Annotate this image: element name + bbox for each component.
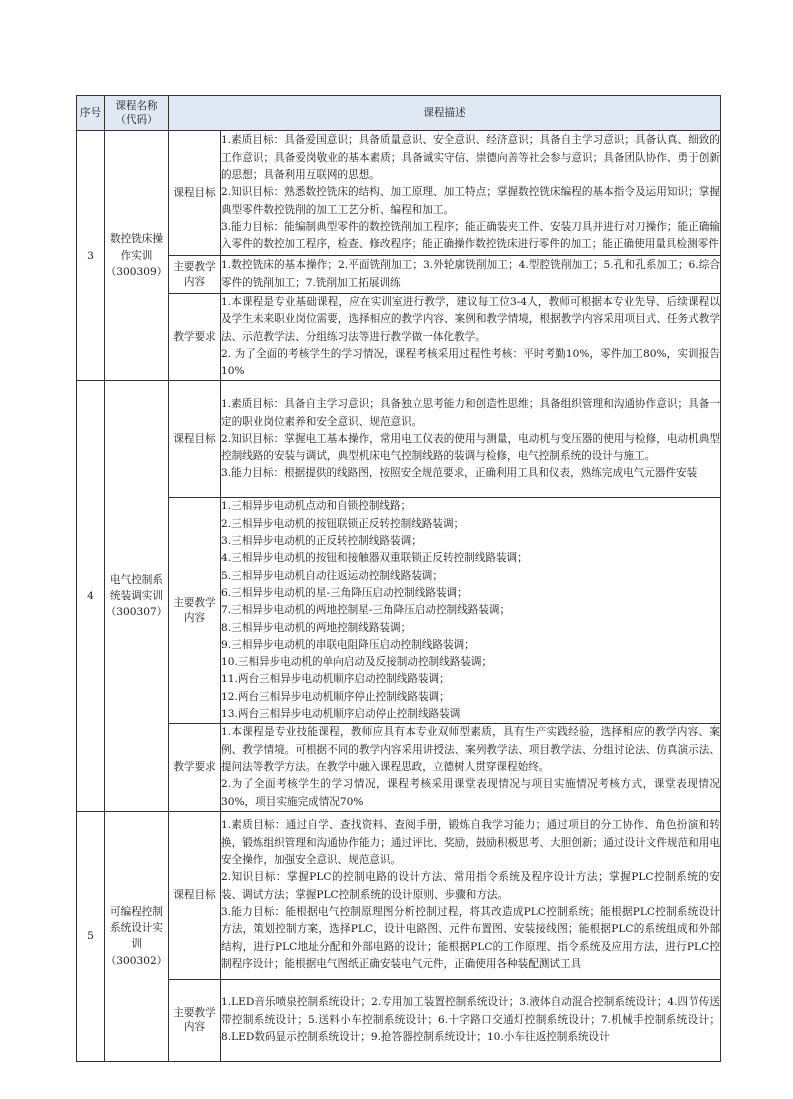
section-text [221,131,721,256]
description-paragraph: 3.三相异步电动机的正反转控制线路装调； [221,535,422,548]
course-index: 3 [77,131,105,381]
section-label: 课程目标 [169,381,221,498]
course-index: 4 [77,381,105,811]
header-course-name: 课程名称（代码） [105,96,169,131]
description-paragraph: 1.素质目标：具备自主学习意识；具备独立思考能力和创造性思维；具备组织管理和沟通协作意识；具备一定的职业岗位素养和安全意识、规范意识。 [221,398,720,428]
section-label: 主要教学内容 [169,256,221,294]
description-paragraph: 2.知识目标：掌握电工基本操作，常用电工仪表的使用与测量，电动机与变压器的使用与检修，电动机典型控制线路的安装与调试，典型机床电气控制线路的装调与检修，电气控制系统的设计与施工。 [221,432,720,463]
description-paragraph: 8.三相异步电动机的两地控制线路装调； [221,621,412,634]
section-label: 教学要求 [169,294,221,381]
header-course-description: 课程描述 [169,96,721,131]
section-text [221,811,721,979]
description-paragraph: 2.知识目标：熟悉数控铣床的结构、加工原理、加工特点；掌握数控铣床编程的基本指令及运用知识；掌握典型零件数控铣削的加工工艺分析、编程和加工。 [221,186,720,216]
description-paragraph: 2.知识目标：掌握PLC的控制电路的设计方法、常用指令系统及程序设计方法；掌握PLC控制系统的安装、调试方法；掌握PLC控制系统的设计原则、步骤和方法。 [221,871,720,901]
table-header-row [77,96,721,131]
table-row [77,724,721,811]
course-index: 5 [77,811,105,1061]
description-paragraph: 1.本课程是专业基础课程，应在实训室进行教学，建议每工位3-4人，教师可根据本专业先导、后续课程以及学生未来职业岗位需要，选择相应的教学内容、案例和教学情境，根据教学内容采用项目式、任务式教学法、示范教学法、分组练习法等进行教学做一体化教学。 [221,296,720,343]
header-index: 序号 [77,96,105,131]
description-paragraph: 1.素质目标：具备爱国意识；具备质量意识、安全意识、经济意识；具备自主学习意识；具备认真、细致的工作意识；具备爱岗敬业的基本素质；具备诚实守信、崇德向善等社会参与意识；具备团队协作、勇于创新的思想；具备利用互联网的思想。 [221,134,720,182]
section-label: 教学要求 [169,724,221,811]
description-paragraph: 13.两台三相异步电动机顺序启动停止控制线路装调 [221,708,461,721]
course-name: 可编程控制系统设计实训（300302） [105,811,169,1061]
section-text [221,294,721,381]
table-row [77,498,721,724]
table-row [77,811,721,979]
section-text [221,724,721,811]
description-paragraph: 2. 为了全面的考核学生的学习情况，课程考核采用过程性考核：平时考勤10%，零件加工80%，实训报告10% [221,347,720,378]
description-paragraph: 7.三相异步电动机的两地控制星-三角降压启动控制线路装调； [221,604,511,617]
description-paragraph: 1.三相异步电动机点动和自锁控制线路； [221,500,412,513]
section-label: 课程目标 [169,811,221,979]
description-paragraph: 10.三相异步电动机的单向启动及反接制动控制线路装调； [221,656,493,669]
section-text [221,498,721,724]
description-paragraph: 2.三相异步电动机的按钮联锁正反转控制线路装调； [221,517,465,530]
description-paragraph: 6.三相异步电动机的星-三角降压启动控制线路装调； [221,586,468,599]
section-text [221,256,721,294]
description-paragraph: 1.素质目标：通过自学、查找资料、查阅手册，锻炼自我学习能力；通过项目的分工协作、角色扮演和转换，锻炼组织管理和沟通协作能力；通过评比、奖励，鼓励积极思考、大胆创新；通过设计文件规范和用电安全操作，加强安全意识、规范意识。 [221,819,720,867]
description-paragraph: 4.三相异步电动机的按钮和接触器双重联锁正反转控制线路装调； [221,552,528,565]
course-name: 电气控制系统装调实训（300307） [105,381,169,811]
table-row [77,381,721,498]
section-text [221,979,721,1061]
description-paragraph: 1.数控铣床的基本操作；2.平面铣削加工；3.外轮廓铣削加工；4.型腔铣削加工；5.孔和孔系加工；6.综合零件的铣削加工；7.铣削加工拓展训练 [221,259,720,289]
description-paragraph: 5.三相异步电动机自动往返运动控制线路装调； [221,569,443,582]
description-paragraph: 9.三相异步电动机的串联电阻降压启动控制线路装调； [221,638,475,651]
section-text [221,381,721,498]
table-row [77,256,721,294]
section-label: 主要教学内容 [169,979,221,1061]
section-label: 主要教学内容 [169,498,221,724]
description-paragraph: 1.LED音乐喷泉控制系统设计；2.专用加工装置控制系统设计；3.液体自动混合控制系统设计；4.四节传送带控制系统设计；5.送料小车控制系统设计；6.十字路口交通灯控制系统设计；7.机械手控制系统设计；8.LED数码显示控制系统设计；9.抢答器控制系统设计；10.小车往返控制系统设计 [221,996,720,1043]
section-label: 课程目标 [169,131,221,256]
description-paragraph: 12.两台三相异步电动机顺序停止控制线路装调； [221,690,450,703]
description-paragraph: 3.能力目标：根据提供的线路图，按照安全规范要求，正确利用工具和仪表，熟练完成电气元器件安装 [221,467,698,480]
description-paragraph: 3.能力目标：能编制典型零件的数控铣削加工程序；能正确装夹工件、安装刀具并进行对刀操作；能正确输入零件的数控加工程序，检查、修改程序；能正确操作数控铣床进行零件的加工；能正确使用量具检测零件 [221,220,720,251]
course-table [76,95,721,1062]
description-paragraph: 2.为了全面考核学生的学习情况，课程考核采用课堂表现情况与项目实施情况考核方式，课堂表现情况30%，项目实施完成情况70% [221,778,720,808]
description-paragraph: 11.两台三相异步电动机顺序启动控制线路装调； [221,673,450,686]
table-row [77,294,721,381]
description-paragraph: 1.本课程是专业技能课程，教师应具有本专业双师型素质，具有生产实践经验，选择相应的教学内容、案例、教学情境。可根据不同的教学内容采用讲授法、案列教学法、项目教学法、分组讨论法、仿真演示法、提问法等教学方法。在教学中融入课程思政，立德树人贯穿课程始终。 [221,726,720,773]
description-paragraph: 3.能力目标：能根据电气控制原理图分析控制过程，将其改造成PLC控制系统；能根据PLC控制系统设计方法，策划控制方案，选择PLC，设计电路图、元件布置图、安装接线图；能根据PLC的系统组成和外部结构，进行PLC地址分配和外部电路的设计；能根据PLC的工作原理、指令系统及应用方法，进行PLC控制程序设计；能根据电气图纸正确安装电气元件，正确使用各种装配测试工具 [221,905,720,970]
course-name: 数控铣床操作实训（300309） [105,131,169,381]
table-row [77,131,721,256]
table-row [77,979,721,1061]
